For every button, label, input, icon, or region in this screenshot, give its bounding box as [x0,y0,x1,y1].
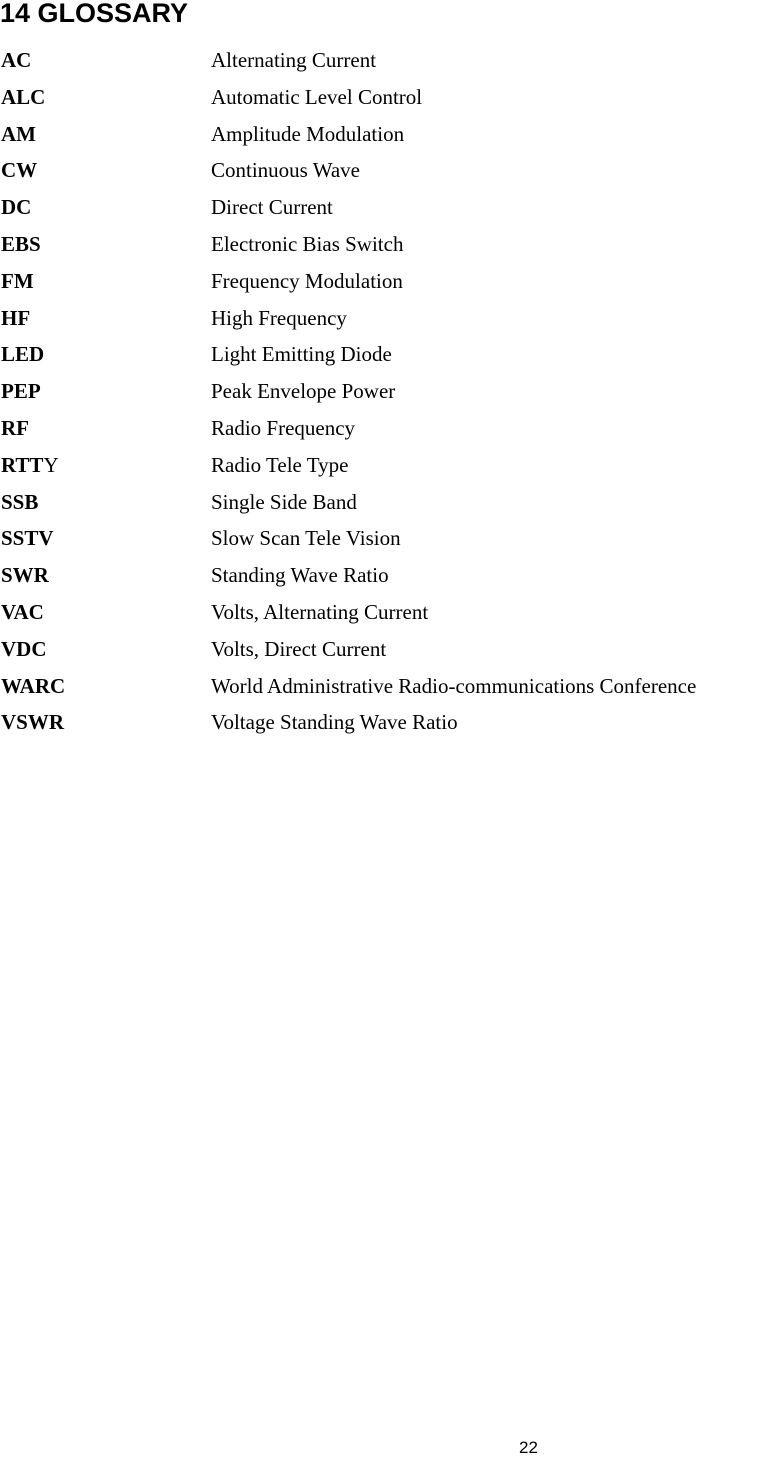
glossary-row [0,704,757,741]
glossary-term: AC [1,48,32,72]
glossary-row [0,116,757,153]
glossary-row [0,263,757,300]
glossary-definition: Voltage Standing Wave Ratio [211,710,458,735]
glossary-term: VSWR [1,710,65,735]
glossary-list [0,42,757,741]
glossary-definition: Amplitude Modulation [211,121,405,146]
glossary-row [0,152,757,189]
glossary-definition: Automatic Level Control [211,84,423,109]
glossary-row [0,668,757,705]
glossary-row [0,631,757,668]
glossary-term: SSTV [1,526,54,551]
page-title: 14 GLOSSARY [0,0,189,28]
glossary-definition: Volts, Direct Current [211,636,387,661]
glossary-term: AM [1,121,36,146]
glossary-term: PEP [1,379,41,404]
glossary-definition: Frequency Modulation [211,268,403,293]
glossary-definition: Light Emitting Diode [211,342,392,367]
glossary-term: RF [1,415,29,440]
glossary-definition: Radio Frequency [211,415,356,440]
glossary-definition: Continuous Wave [211,158,360,183]
glossary-definition: Electronic Bias Switch [211,231,404,256]
glossary-row [0,484,757,521]
glossary-term: HF [1,305,31,330]
glossary-row [0,410,757,447]
glossary-definition: Direct Current [211,195,333,220]
page-number: 22 [519,1438,538,1457]
glossary-row [0,79,757,116]
glossary-row [0,300,757,337]
glossary-term: ALC [1,84,46,109]
glossary-term: CW [1,158,38,183]
glossary-term-regular-part: Y [43,452,59,477]
glossary-term: EBS [1,231,41,256]
glossary-row [0,447,757,484]
glossary-row [0,557,757,594]
glossary-definition: Single Side Band [211,489,357,514]
glossary-row [0,336,757,373]
glossary-row [0,226,757,263]
glossary-term: FM [1,268,34,293]
glossary-term: SWR [1,563,49,588]
glossary-row [0,594,757,631]
glossary-definition: Standing Wave Ratio [211,563,389,588]
glossary-row [0,373,757,410]
glossary-row [0,189,757,226]
glossary-definition: Volts, Alternating Current [211,599,429,624]
glossary-definition: Peak Envelope Power [211,379,396,404]
glossary-definition: World Administrative Radio-communications Conference [211,673,697,698]
glossary-row [0,520,757,557]
glossary-row [0,42,757,79]
glossary-definition: Radio Tele Type [211,452,349,477]
glossary-term-bold-part: RTT [1,452,44,477]
glossary-definition: High Frequency [211,305,347,330]
glossary-term: SSB [1,489,39,514]
glossary-definition: Slow Scan Tele Vision [211,526,401,551]
glossary-term: LED [1,342,45,367]
glossary-term: WARC [1,673,66,698]
glossary-definition: Alternating Current [211,48,377,72]
glossary-term: DC [1,195,32,220]
glossary-term-mixed [1,447,59,484]
glossary-term: VAC [1,599,44,624]
glossary-term: VDC [1,636,47,661]
